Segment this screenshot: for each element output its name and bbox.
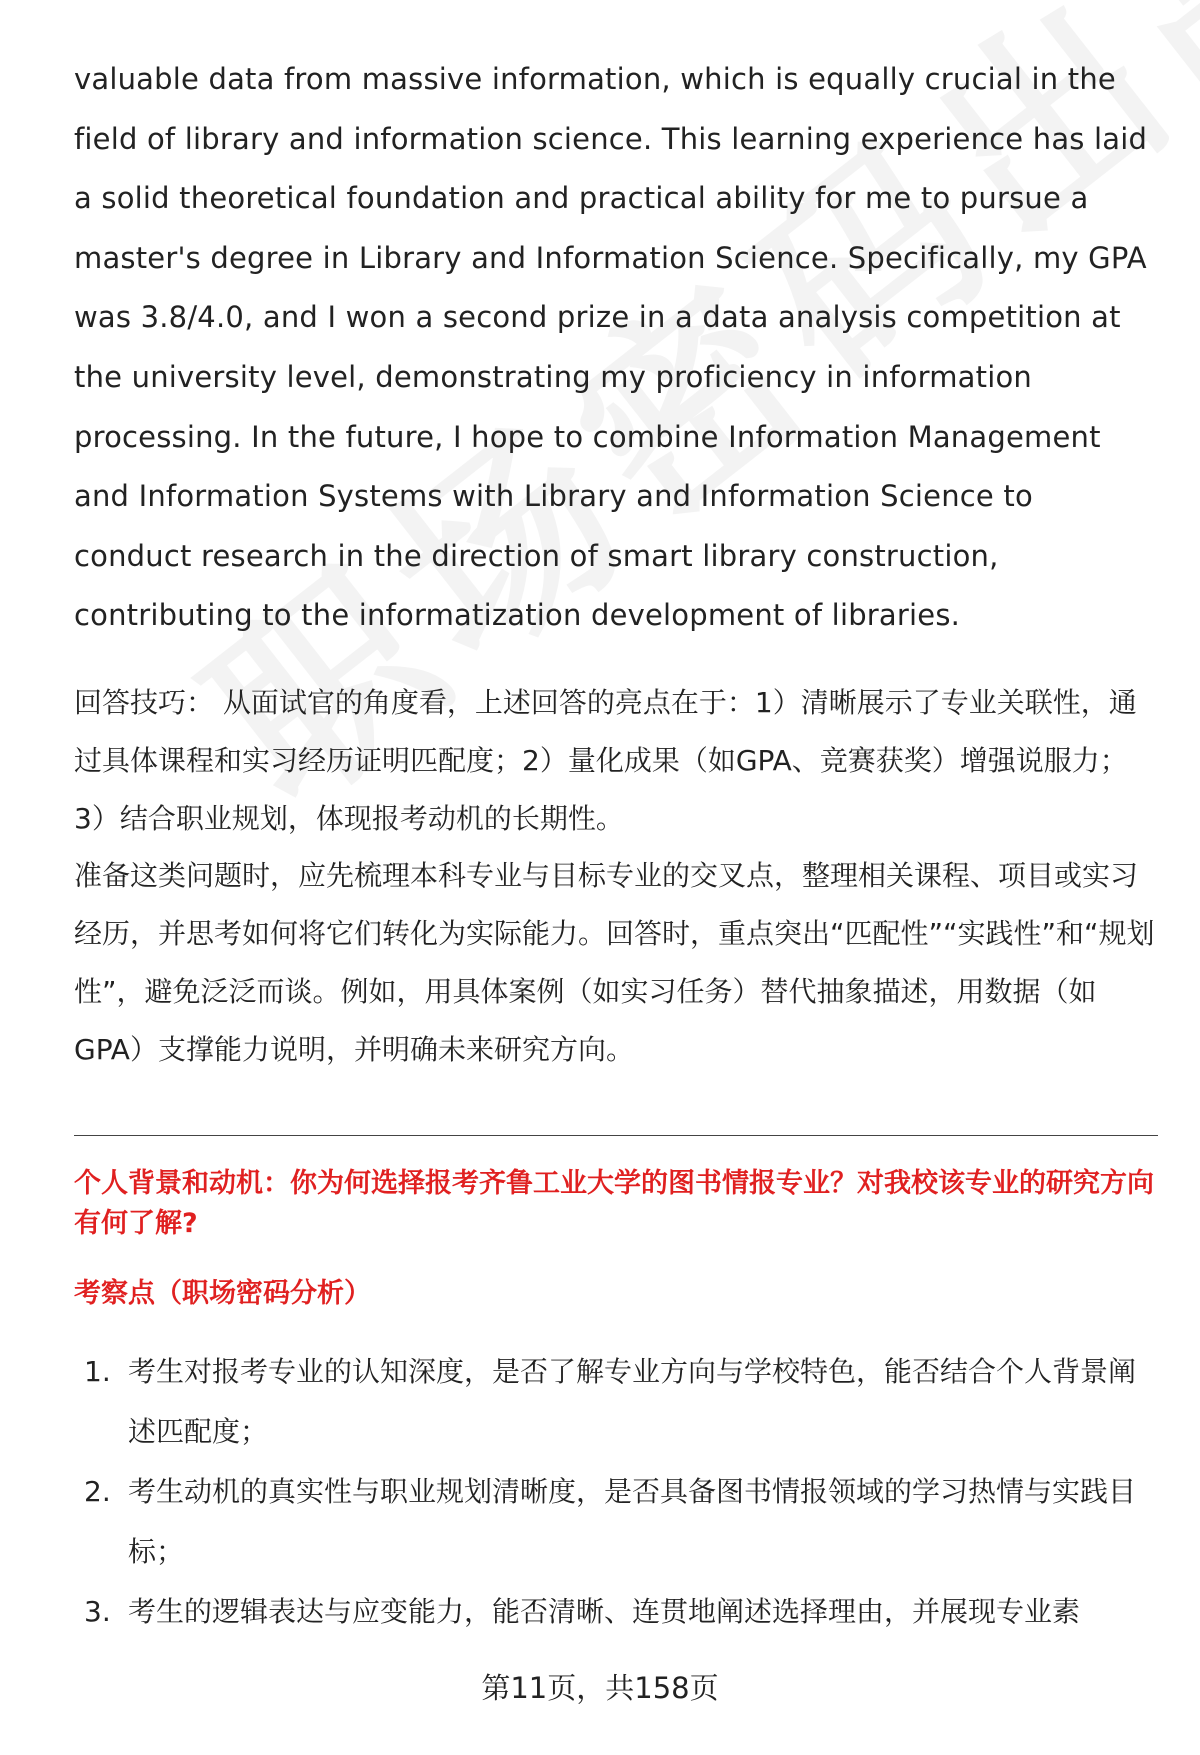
assessment-points-title: 考察点（职场密码分析） [74, 1277, 371, 1309]
list-item [74, 1582, 1158, 1642]
page-content [74, 50, 1158, 1642]
list-item-number: 3. [84, 1594, 111, 1628]
list-item-number: 2. [84, 1474, 111, 1508]
list-item [74, 1462, 1158, 1582]
question-heading: 个人背景和动机：你为何选择报考齐鲁工业大学的图书情报专业？对我校该专业的研究方向有何了解? [74, 1167, 1154, 1239]
list-item-text: 考生动机的真实性与职业规划清晰度，是否具备图书情报领域的学习热情与实践目标； [128, 1474, 1137, 1568]
answer-tips-paragraph: 回答技巧： 从面试官的角度看，上述回答的亮点在于：1）清晰展示了专业关联性，通过具体课程和实习经历证明匹配度；2）量化成果（如GPA、竞赛获奖）增强说服力；3）结合职业规划，体现报考动机的长期性。 [74, 685, 1137, 835]
list-item-text: 考生对报考专业的认知深度，是否了解专业方向与学校特色，能否结合个人背景阐述匹配度； [128, 1354, 1137, 1448]
list-item-number: 1. [84, 1354, 111, 1388]
answer-paragraph-english: valuable data from massive information, which is equally crucial in the field of library and information science. This learning experience has laid a solid theoretical foundation and practical ability for me to pursue a master's degree in Library and Information Science. Specifically, my GPA was 3.8/4.0, and I won a second prize in a data analysis competition at the university level, demonstrating my proficiency in information processing. In the future, I hope to combine Information Management and Information Systems with Library and Information Science to conduct research in the direction of smart library construction, contributing to the informatization development of libraries. [74, 62, 1148, 633]
list-item [74, 1342, 1158, 1462]
section-divider [74, 1135, 1158, 1136]
preparation-advice-paragraph: 准备这类问题时，应先梳理本科专业与目标专业的交叉点，整理相关课程、项目或实习经历，并思考如何将它们转化为实际能力。回答时，重点突出“匹配性”“实践性”和“规划性”，避免泛泛而谈。例如，用具体案例（如实习任务）替代抽象描述，用数据（如GPA）支撑能力说明，并明确未来研究方向。 [74, 859, 1155, 1066]
list-item-text: 考生的逻辑表达与应变能力，能否清晰、连贯地阐述选择理由，并展现专业素 [128, 1594, 1081, 1628]
page-number-footer: 第11页，共158页 [481, 1671, 719, 1705]
assessment-points-list [74, 1342, 1158, 1642]
